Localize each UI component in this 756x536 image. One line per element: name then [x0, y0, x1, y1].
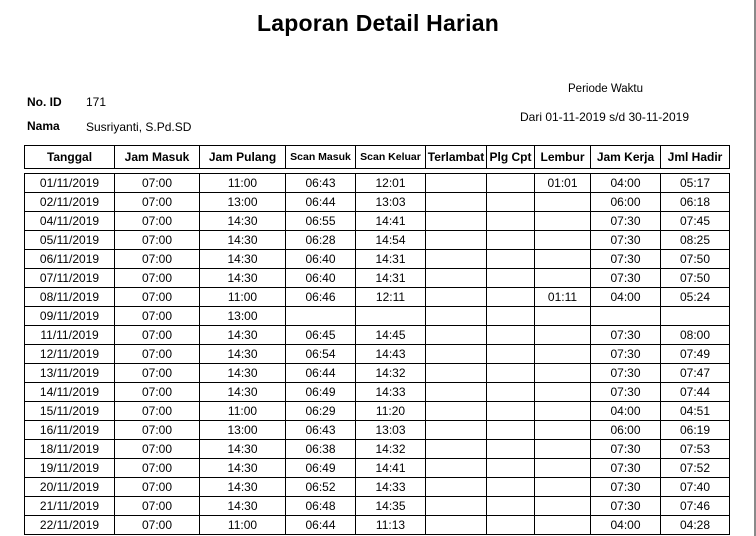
cell-scan-masuk: 06:29 [286, 402, 356, 421]
cell-jml-hadir: 07:45 [661, 212, 730, 231]
cell-tanggal: 08/11/2019 [25, 288, 115, 307]
cell-scan-masuk: 06:52 [286, 478, 356, 497]
cell-jml-hadir: 07:50 [661, 269, 730, 288]
cell-plg-cpt [487, 364, 535, 383]
cell-scan-masuk: 06:48 [286, 497, 356, 516]
cell-jam-pulang: 14:30 [200, 440, 286, 459]
cell-scan-keluar: 12:01 [356, 174, 426, 193]
cell-scan-keluar: 14:31 [356, 269, 426, 288]
cell-jam-pulang: 13:00 [200, 193, 286, 212]
cell-scan-masuk: 06:54 [286, 345, 356, 364]
cell-jml-hadir: 07:47 [661, 364, 730, 383]
cell-scan-masuk: 06:55 [286, 212, 356, 231]
cell-scan-keluar: 14:35 [356, 497, 426, 516]
cell-jam-pulang: 14:30 [200, 269, 286, 288]
table-row [25, 250, 730, 269]
cell-terlambat [426, 516, 487, 535]
cell-scan-masuk [286, 307, 356, 326]
cell-plg-cpt [487, 402, 535, 421]
cell-lembur [535, 326, 591, 345]
cell-jam-masuk: 07:00 [115, 459, 200, 478]
cell-terlambat [426, 497, 487, 516]
cell-lembur [535, 516, 591, 535]
cell-terlambat [426, 212, 487, 231]
cell-scan-masuk: 06:43 [286, 174, 356, 193]
table-header [24, 145, 730, 169]
cell-plg-cpt [487, 174, 535, 193]
cell-scan-keluar: 11:13 [356, 516, 426, 535]
table-row [25, 459, 730, 478]
cell-jam-masuk: 07:00 [115, 269, 200, 288]
cell-jml-hadir: 07:44 [661, 383, 730, 402]
cell-jml-hadir: 04:28 [661, 516, 730, 535]
table-row [25, 193, 730, 212]
cell-scan-masuk: 06:40 [286, 269, 356, 288]
attendance-table [24, 173, 730, 535]
report-title: Laporan Detail Harian [257, 10, 499, 36]
cell-plg-cpt [487, 497, 535, 516]
cell-jam-kerja: 06:00 [591, 421, 661, 440]
cell-scan-keluar: 14:54 [356, 231, 426, 250]
cell-tanggal: 21/11/2019 [25, 497, 115, 516]
cell-plg-cpt [487, 383, 535, 402]
cell-scan-keluar: 14:43 [356, 345, 426, 364]
cell-jam-masuk: 07:00 [115, 288, 200, 307]
cell-jam-kerja: 07:30 [591, 250, 661, 269]
table-row [25, 383, 730, 402]
cell-jam-kerja: 07:30 [591, 212, 661, 231]
cell-tanggal: 18/11/2019 [25, 440, 115, 459]
cell-plg-cpt [487, 288, 535, 307]
table-row [25, 288, 730, 307]
cell-jam-masuk: 07:00 [115, 383, 200, 402]
cell-jml-hadir: 07:53 [661, 440, 730, 459]
cell-scan-masuk: 06:43 [286, 421, 356, 440]
cell-lembur [535, 307, 591, 326]
cell-terlambat [426, 440, 487, 459]
cell-jam-pulang: 14:30 [200, 250, 286, 269]
cell-terlambat [426, 307, 487, 326]
table-row [25, 421, 730, 440]
cell-jam-pulang: 11:00 [200, 402, 286, 421]
table-row [25, 307, 730, 326]
cell-lembur [535, 212, 591, 231]
cell-scan-masuk: 06:49 [286, 459, 356, 478]
cell-jam-kerja: 07:30 [591, 440, 661, 459]
cell-terlambat [426, 478, 487, 497]
cell-scan-keluar: 13:03 [356, 421, 426, 440]
cell-tanggal: 07/11/2019 [25, 269, 115, 288]
cell-jam-pulang: 11:00 [200, 516, 286, 535]
cell-terlambat [426, 174, 487, 193]
cell-jml-hadir [661, 307, 730, 326]
cell-scan-keluar: 14:33 [356, 383, 426, 402]
cell-plg-cpt [487, 516, 535, 535]
table-row [25, 345, 730, 364]
cell-lembur [535, 478, 591, 497]
cell-scan-keluar: 11:20 [356, 402, 426, 421]
cell-scan-masuk: 06:45 [286, 326, 356, 345]
cell-jam-kerja: 07:30 [591, 345, 661, 364]
cell-plg-cpt [487, 440, 535, 459]
cell-scan-masuk: 06:46 [286, 288, 356, 307]
cell-jam-masuk: 07:00 [115, 478, 200, 497]
cell-jml-hadir: 07:40 [661, 478, 730, 497]
periode-range: Dari 01-11-2019 s/d 30-11-2019 [520, 110, 689, 124]
cell-jml-hadir: 07:46 [661, 497, 730, 516]
table-row [25, 174, 730, 193]
table-row [25, 497, 730, 516]
cell-jam-masuk: 07:00 [115, 364, 200, 383]
table-row [25, 402, 730, 421]
cell-scan-masuk: 06:44 [286, 193, 356, 212]
cell-jam-masuk: 07:00 [115, 440, 200, 459]
cell-jam-pulang: 14:30 [200, 231, 286, 250]
cell-plg-cpt [487, 326, 535, 345]
cell-scan-keluar: 14:32 [356, 440, 426, 459]
header-terlambat: Terlambat [426, 146, 487, 169]
cell-terlambat [426, 383, 487, 402]
cell-jam-masuk: 07:00 [115, 307, 200, 326]
cell-jam-masuk: 07:00 [115, 212, 200, 231]
header-lembur: Lembur [535, 146, 591, 169]
cell-jam-pulang: 14:30 [200, 459, 286, 478]
cell-lembur [535, 269, 591, 288]
cell-lembur [535, 421, 591, 440]
cell-tanggal: 04/11/2019 [25, 212, 115, 231]
cell-jam-masuk: 07:00 [115, 174, 200, 193]
cell-jml-hadir: 08:25 [661, 231, 730, 250]
header-scan-masuk: Scan Masuk [286, 146, 356, 169]
no-id-value: 171 [86, 95, 107, 109]
cell-scan-masuk: 06:44 [286, 364, 356, 383]
cell-jam-pulang: 11:00 [200, 174, 286, 193]
cell-jam-pulang: 14:30 [200, 212, 286, 231]
cell-terlambat [426, 345, 487, 364]
cell-jam-masuk: 07:00 [115, 326, 200, 345]
table-row [25, 364, 730, 383]
table-row [25, 212, 730, 231]
cell-jam-pulang: 14:30 [200, 345, 286, 364]
cell-lembur [535, 497, 591, 516]
cell-terlambat [426, 193, 487, 212]
cell-tanggal: 02/11/2019 [25, 193, 115, 212]
cell-jam-kerja: 07:30 [591, 231, 661, 250]
cell-jam-masuk: 07:00 [115, 402, 200, 421]
cell-scan-keluar: 14:33 [356, 478, 426, 497]
cell-tanggal: 11/11/2019 [25, 326, 115, 345]
cell-jml-hadir: 08:00 [661, 326, 730, 345]
cell-jam-pulang: 13:00 [200, 307, 286, 326]
cell-scan-keluar: 14:31 [356, 250, 426, 269]
cell-jam-kerja [591, 307, 661, 326]
cell-jam-kerja: 07:30 [591, 383, 661, 402]
cell-lembur [535, 231, 591, 250]
table-row [25, 478, 730, 497]
periode-label: Periode Waktu [568, 83, 643, 95]
cell-plg-cpt [487, 345, 535, 364]
cell-jml-hadir: 05:17 [661, 174, 730, 193]
cell-plg-cpt [487, 193, 535, 212]
table-row [25, 326, 730, 345]
cell-jam-kerja: 06:00 [591, 193, 661, 212]
cell-lembur [535, 193, 591, 212]
cell-terlambat [426, 364, 487, 383]
cell-tanggal: 20/11/2019 [25, 478, 115, 497]
cell-jam-kerja: 04:00 [591, 516, 661, 535]
header-jam-kerja: Jam Kerja [591, 146, 661, 169]
header-scan-keluar: Scan Keluar [356, 146, 426, 169]
cell-plg-cpt [487, 421, 535, 440]
cell-tanggal: 22/11/2019 [25, 516, 115, 535]
cell-jam-kerja: 04:00 [591, 288, 661, 307]
cell-jam-masuk: 07:00 [115, 345, 200, 364]
cell-jam-kerja: 07:30 [591, 269, 661, 288]
cell-jml-hadir: 07:49 [661, 345, 730, 364]
cell-terlambat [426, 459, 487, 478]
cell-jam-masuk: 07:00 [115, 231, 200, 250]
cell-tanggal: 01/11/2019 [25, 174, 115, 193]
cell-terlambat [426, 326, 487, 345]
header-jml-hadir: Jml Hadir [661, 146, 730, 169]
cell-jam-kerja: 07:30 [591, 459, 661, 478]
table-row [25, 516, 730, 535]
cell-jam-kerja: 07:30 [591, 497, 661, 516]
cell-scan-keluar: 14:45 [356, 326, 426, 345]
cell-lembur [535, 459, 591, 478]
table-row [25, 269, 730, 288]
cell-plg-cpt [487, 231, 535, 250]
cell-scan-masuk: 06:44 [286, 516, 356, 535]
cell-jam-pulang: 13:00 [200, 421, 286, 440]
header-tanggal: Tanggal [25, 146, 115, 169]
cell-jml-hadir: 06:18 [661, 193, 730, 212]
cell-terlambat [426, 231, 487, 250]
cell-jam-masuk: 07:00 [115, 250, 200, 269]
cell-jam-pulang: 14:30 [200, 497, 286, 516]
cell-plg-cpt [487, 212, 535, 231]
cell-tanggal: 05/11/2019 [25, 231, 115, 250]
cell-jml-hadir: 07:50 [661, 250, 730, 269]
cell-terlambat [426, 269, 487, 288]
cell-tanggal: 06/11/2019 [25, 250, 115, 269]
table-row [25, 231, 730, 250]
cell-lembur [535, 402, 591, 421]
cell-scan-masuk: 06:38 [286, 440, 356, 459]
cell-scan-keluar: 14:32 [356, 364, 426, 383]
cell-tanggal: 15/11/2019 [25, 402, 115, 421]
cell-jam-pulang: 14:30 [200, 383, 286, 402]
header-plg-cpt: Plg Cpt [487, 146, 535, 169]
nama-label: Nama [27, 119, 60, 133]
cell-jam-masuk: 07:00 [115, 421, 200, 440]
cell-terlambat [426, 402, 487, 421]
cell-scan-keluar: 12:11 [356, 288, 426, 307]
cell-jam-masuk: 07:00 [115, 193, 200, 212]
cell-terlambat [426, 250, 487, 269]
cell-scan-masuk: 06:49 [286, 383, 356, 402]
cell-lembur [535, 250, 591, 269]
cell-plg-cpt [487, 307, 535, 326]
cell-plg-cpt [487, 269, 535, 288]
cell-tanggal: 14/11/2019 [25, 383, 115, 402]
header-jam-masuk: Jam Masuk [115, 146, 200, 169]
cell-jam-masuk: 07:00 [115, 497, 200, 516]
cell-tanggal: 16/11/2019 [25, 421, 115, 440]
cell-jam-kerja: 07:30 [591, 478, 661, 497]
nama-value: Susriyanti, S.Pd.SD [86, 120, 192, 134]
header-jam-pulang: Jam Pulang [200, 146, 286, 169]
cell-jml-hadir: 07:52 [661, 459, 730, 478]
cell-jam-pulang: 14:30 [200, 364, 286, 383]
cell-tanggal: 09/11/2019 [25, 307, 115, 326]
cell-plg-cpt [487, 459, 535, 478]
cell-jam-pulang: 11:00 [200, 288, 286, 307]
cell-scan-keluar: 14:41 [356, 459, 426, 478]
cell-lembur: 01:11 [535, 288, 591, 307]
cell-scan-masuk: 06:28 [286, 231, 356, 250]
cell-jam-kerja: 04:00 [591, 402, 661, 421]
cell-scan-keluar: 14:41 [356, 212, 426, 231]
cell-jam-pulang: 14:30 [200, 478, 286, 497]
cell-jml-hadir: 04:51 [661, 402, 730, 421]
table-row [25, 440, 730, 459]
cell-lembur [535, 440, 591, 459]
cell-plg-cpt [487, 250, 535, 269]
cell-scan-keluar [356, 307, 426, 326]
cell-terlambat [426, 288, 487, 307]
cell-jml-hadir: 05:24 [661, 288, 730, 307]
cell-tanggal: 13/11/2019 [25, 364, 115, 383]
cell-tanggal: 19/11/2019 [25, 459, 115, 478]
cell-lembur [535, 364, 591, 383]
cell-jam-kerja: 07:30 [591, 364, 661, 383]
cell-jam-masuk: 07:00 [115, 516, 200, 535]
cell-jml-hadir: 06:19 [661, 421, 730, 440]
cell-scan-masuk: 06:40 [286, 250, 356, 269]
cell-plg-cpt [487, 478, 535, 497]
cell-jam-kerja: 07:30 [591, 326, 661, 345]
cell-lembur [535, 345, 591, 364]
cell-jam-kerja: 04:00 [591, 174, 661, 193]
cell-jam-pulang: 14:30 [200, 326, 286, 345]
no-id-label: No. ID [27, 95, 62, 109]
cell-tanggal: 12/11/2019 [25, 345, 115, 364]
cell-terlambat [426, 421, 487, 440]
cell-lembur: 01:01 [535, 174, 591, 193]
cell-lembur [535, 383, 591, 402]
cell-scan-keluar: 13:03 [356, 193, 426, 212]
